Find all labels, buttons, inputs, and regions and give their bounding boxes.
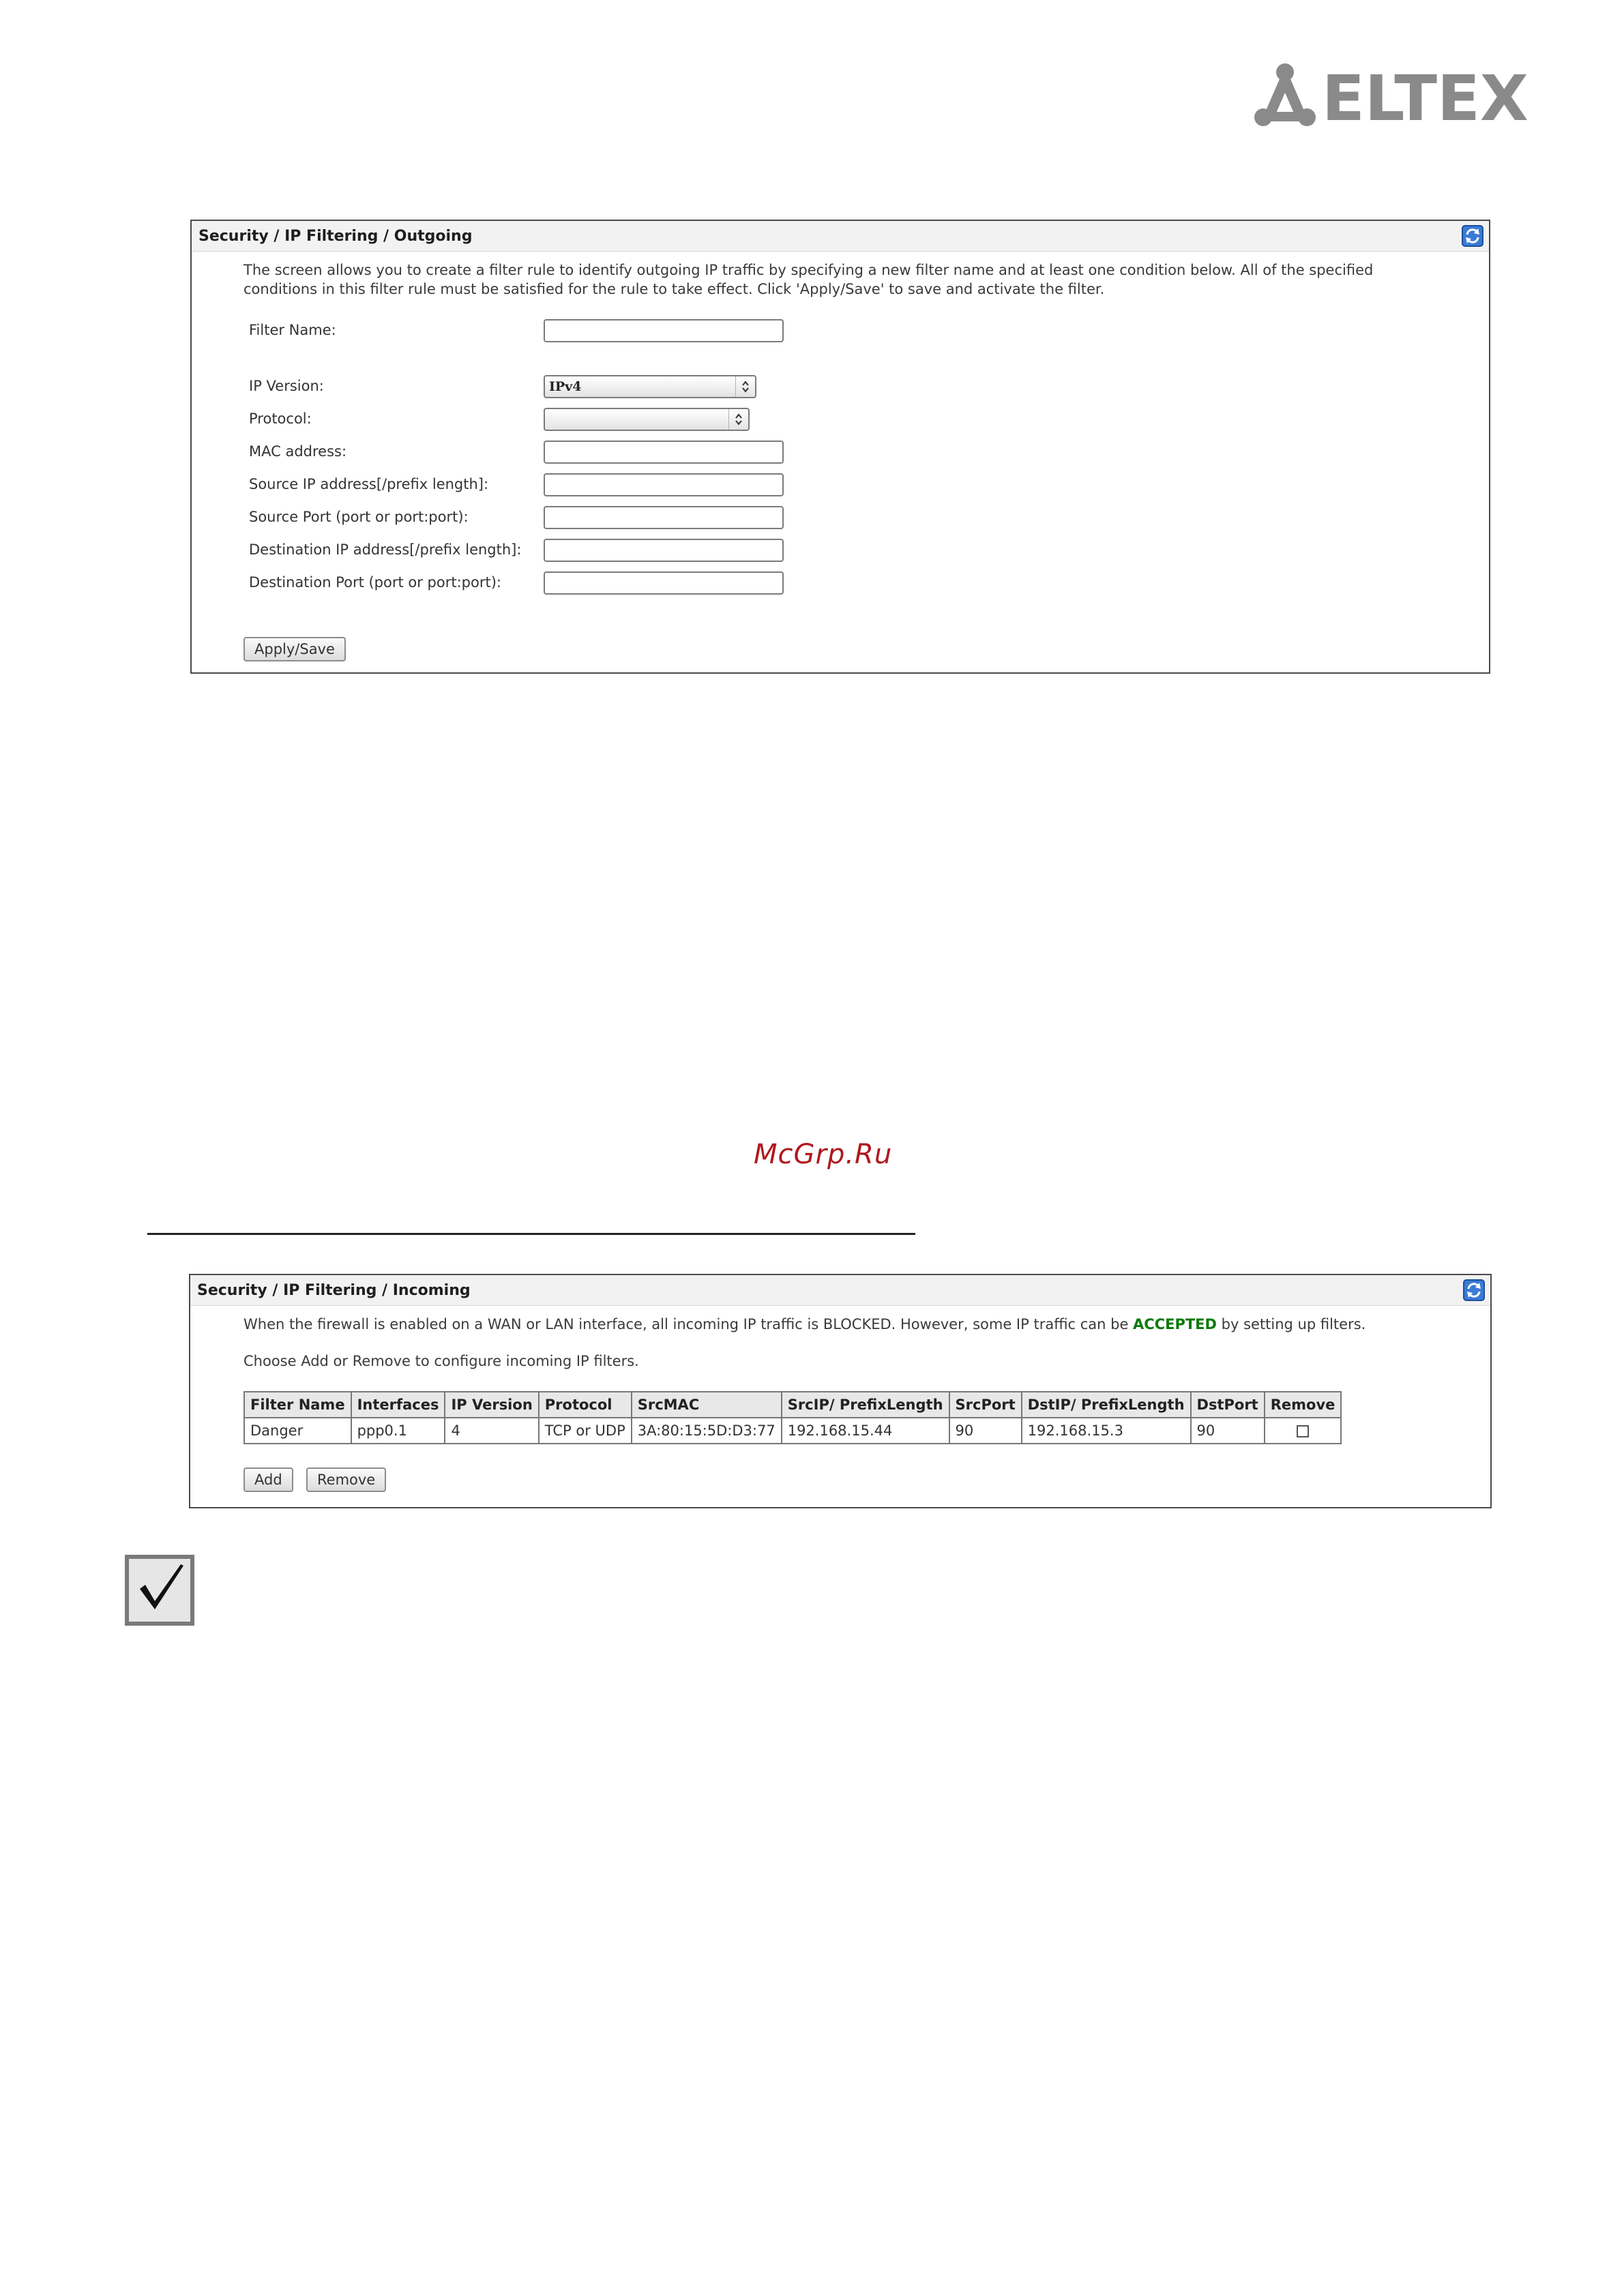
column-header: Filter Name xyxy=(244,1392,351,1418)
incoming-description xyxy=(243,1315,1471,1334)
filter-name-input[interactable] xyxy=(544,319,784,342)
page-title: Security / IP Filtering / Outgoing xyxy=(198,227,473,245)
remove-button[interactable]: Remove xyxy=(306,1467,386,1492)
cell-filter-name: Danger xyxy=(244,1418,351,1444)
apply-save-button[interactable]: Apply/Save xyxy=(243,637,346,661)
column-header: SrcMAC xyxy=(632,1392,782,1418)
watermark-text: McGrp.Ru xyxy=(754,1139,893,1170)
column-header: Protocol xyxy=(539,1392,632,1418)
source-ip-label: Source IP address[/prefix length]: xyxy=(249,476,489,492)
checkmark-icon xyxy=(125,1555,194,1626)
chevron-updown-icon xyxy=(735,376,755,397)
column-header: IP Version xyxy=(445,1392,538,1418)
filter-name-label: Filter Name: xyxy=(249,322,336,338)
mac-address-input[interactable] xyxy=(544,441,784,464)
outgoing-filter-panel xyxy=(190,220,1490,674)
incoming-filter-panel xyxy=(189,1274,1492,1508)
source-ip-input[interactable] xyxy=(544,473,784,496)
destination-ip-input[interactable] xyxy=(544,539,784,562)
table-row xyxy=(244,1418,1341,1444)
protocol-label: Protocol: xyxy=(249,411,312,427)
cell-src-ip: 192.168.15.44 xyxy=(782,1418,949,1444)
separator-line xyxy=(147,1233,915,1235)
column-header: SrcPort xyxy=(949,1392,1022,1418)
description-text: by setting up filters. xyxy=(1216,1316,1366,1332)
ip-version-selected: IPv4 xyxy=(549,379,582,394)
ip-version-select[interactable] xyxy=(544,375,756,398)
cell-remove xyxy=(1265,1418,1342,1444)
column-header: Remove xyxy=(1265,1392,1342,1418)
column-header: DstPort xyxy=(1191,1392,1265,1418)
column-header: DstIP/ PrefixLength xyxy=(1022,1392,1191,1418)
refresh-icon[interactable] xyxy=(1463,1279,1485,1301)
incoming-filters-table xyxy=(243,1391,1342,1444)
chevron-updown-icon xyxy=(728,409,748,430)
column-header: SrcIP/ PrefixLength xyxy=(782,1392,949,1418)
cell-interfaces: ppp0.1 xyxy=(351,1418,445,1444)
outgoing-description: The screen allows you to create a filter rule to identify outgoing IP traffic by specifying a new filter name and at least one condition below. All of the specified conditions in this filter rule must be satisfied for the rule to take effect. Click 'Apply/Save' to save and activate the filter. xyxy=(243,262,1374,297)
cell-src-port: 90 xyxy=(949,1418,1022,1444)
logo-text: ELTEX xyxy=(1322,62,1529,135)
add-button[interactable]: Add xyxy=(243,1467,293,1492)
incoming-instruction: Choose Add or Remove to configure incoming IP filters. xyxy=(243,1353,639,1369)
protocol-select[interactable] xyxy=(544,408,750,431)
cell-protocol: TCP or UDP xyxy=(539,1418,632,1444)
eltex-logo xyxy=(1254,62,1529,135)
destination-port-label: Destination Port (port or port:port): xyxy=(249,574,501,591)
destination-port-input[interactable] xyxy=(544,571,784,595)
table-header-row xyxy=(244,1392,1341,1418)
refresh-icon[interactable] xyxy=(1462,225,1483,247)
accepted-keyword: ACCEPTED xyxy=(1133,1316,1217,1332)
destination-ip-label: Destination IP address[/prefix length]: xyxy=(249,541,522,558)
page-title: Security / IP Filtering / Incoming xyxy=(197,1281,471,1299)
cell-ip-version: 4 xyxy=(445,1418,538,1444)
cell-dst-ip: 192.168.15.3 xyxy=(1022,1418,1191,1444)
panel-header xyxy=(190,1275,1490,1306)
source-port-input[interactable] xyxy=(544,506,784,529)
mac-address-label: MAC address: xyxy=(249,443,347,460)
ip-version-label: IP Version: xyxy=(249,378,324,394)
panel-header xyxy=(192,221,1489,252)
remove-checkbox[interactable] xyxy=(1297,1425,1309,1437)
column-header: Interfaces xyxy=(351,1392,445,1418)
source-port-label: Source Port (port or port:port): xyxy=(249,509,469,525)
cell-dst-port: 90 xyxy=(1191,1418,1265,1444)
cell-src-mac: 3A:80:15:5D:D3:77 xyxy=(632,1418,782,1444)
description-text: When the firewall is enabled on a WAN or LAN interface, all incoming IP traffic is BLOCKED. However, some IP traffic can be xyxy=(243,1316,1134,1332)
